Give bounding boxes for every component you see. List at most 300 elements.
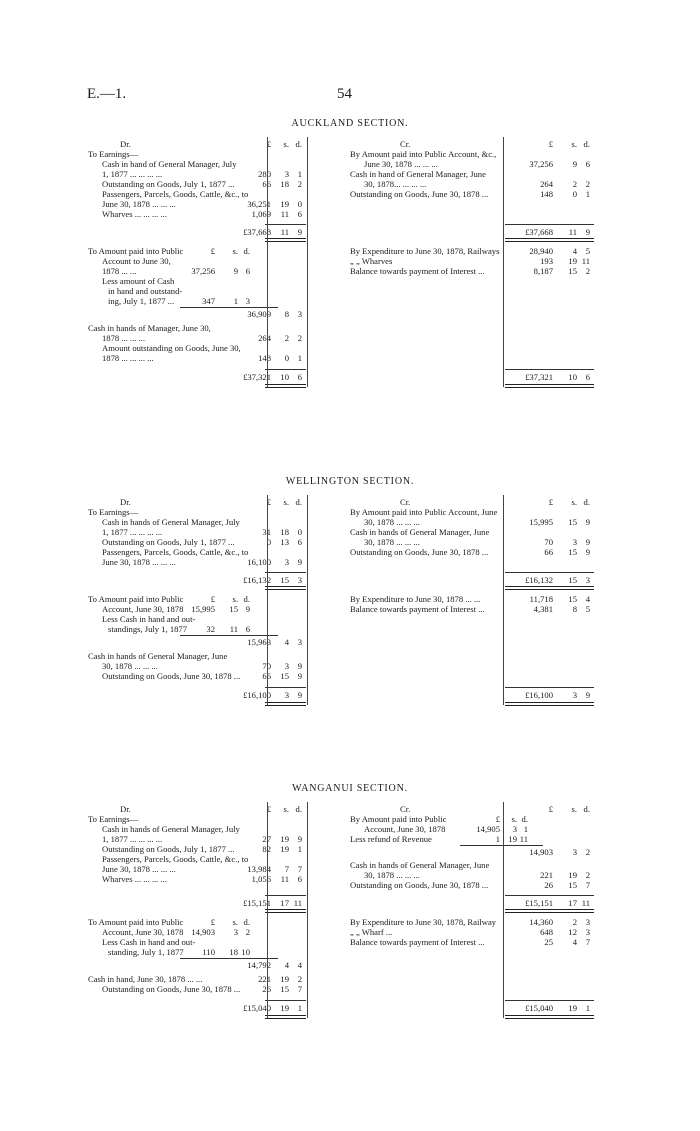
dr-currency-header-pounds: £ bbox=[266, 804, 271, 814]
dr-inner-amount-pounds: 14,903 bbox=[191, 927, 215, 937]
dr-less-amount-shillings: 1 bbox=[233, 296, 238, 306]
dr-entry-line: 1, 1877 ... ... ... ... bbox=[102, 834, 163, 844]
dr-bottom-total-shillings: 3 bbox=[284, 690, 289, 700]
dr-entry-amount-pounds: 1,056 bbox=[251, 874, 271, 884]
cr-entry-amount-pence: 2 bbox=[585, 179, 590, 189]
dr-currency-header-pounds: £ bbox=[266, 139, 271, 149]
cr-less-line: Less refund of Revenue bbox=[350, 834, 432, 844]
cr-heading: Cr. bbox=[400, 497, 411, 507]
cr-entry-amount-shillings: 19 bbox=[568, 256, 577, 266]
dr-paid-line: Account, June 30, 1878 bbox=[102, 927, 184, 937]
cr-entry-amount-pence: 2 bbox=[585, 870, 590, 880]
cr-entry-line: Outstanding on Goods, June 30, 1878 ... bbox=[350, 880, 489, 890]
dr-inner-header-shillings: s. bbox=[232, 917, 238, 927]
cr-bottom-total-pence: 6 bbox=[585, 372, 590, 382]
dr-entry-line: 1878 ... ... ... bbox=[102, 333, 145, 343]
dr-inner-amount-shillings: 9 bbox=[233, 266, 238, 276]
dr-entry-amount-pounds: 13,984 bbox=[247, 864, 271, 874]
cr-entry-amount-shillings: 8 bbox=[572, 604, 577, 614]
cr-currency-header-shillings: s. bbox=[571, 497, 577, 507]
dr-entry-amount-pence: 2 bbox=[297, 179, 302, 189]
dr-subtotal-rule bbox=[180, 307, 278, 308]
dr-entry-line: Outstanding on Goods, July 1, 1877 ... bbox=[102, 179, 235, 189]
dr-entry-line: Outstanding on Goods, July 1, 1877 ... bbox=[102, 844, 235, 854]
dr-bottom-total-pence: 1 bbox=[297, 1003, 302, 1013]
column-divider bbox=[503, 495, 504, 705]
dr-entry-line: Amount outstanding on Goods, June 30, bbox=[102, 343, 241, 353]
dr-total-rule bbox=[265, 369, 306, 370]
dr-total-rule bbox=[265, 895, 306, 896]
dr-less-amount-pence: 3 bbox=[245, 296, 250, 306]
cr-top-total-shillings: 11 bbox=[568, 227, 577, 237]
dr-net-amount-pounds: 14,792 bbox=[247, 960, 271, 970]
dr-entry-amount-pence: 9 bbox=[297, 557, 302, 567]
dr-entry-amount-pounds: 0 bbox=[266, 537, 271, 547]
cr-entry-amount-pence: 9 bbox=[585, 517, 590, 527]
cr-bottom-total-pence: 9 bbox=[585, 690, 590, 700]
cr-entry-amount-shillings: 9 bbox=[572, 159, 577, 169]
dr-entry-amount-pence: 9 bbox=[297, 834, 302, 844]
cr-entry-amount-pence: 5 bbox=[585, 604, 590, 614]
cr-currency-header-pence: d. bbox=[583, 497, 590, 507]
dr-entry-line: Passengers, Parcels, Goods, Cattle, &c., to bbox=[102, 547, 249, 557]
column-divider bbox=[503, 802, 504, 1018]
dr-entry-amount-shillings: 0 bbox=[284, 353, 289, 363]
dr-currency-header-shillings: s. bbox=[283, 804, 289, 814]
column-divider bbox=[267, 495, 268, 705]
cr-entry-amount-pence: 2 bbox=[585, 266, 590, 276]
cr-entry-amount-shillings: 15 bbox=[568, 517, 577, 527]
dr-inner-amount-pounds: 15,995 bbox=[191, 604, 215, 614]
dr-entry-amount-pence: 0 bbox=[297, 199, 302, 209]
cr-entry-line: June 30, 1878 ... ... ... bbox=[364, 159, 438, 169]
dr-top-total-pence: 11 bbox=[293, 898, 302, 908]
dr-heading: Dr. bbox=[120, 804, 131, 814]
dr-inner-header-pounds: £ bbox=[210, 594, 215, 604]
dr-inner-header-pence: d. bbox=[243, 594, 250, 604]
cr-entry-line: Cash in hand of General Manager, June bbox=[350, 169, 486, 179]
cr-less-amount-shillings: 19 bbox=[508, 834, 517, 844]
dr-entry-amount-shillings: 11 bbox=[280, 874, 289, 884]
cr-inner-amount-pounds: 14,905 bbox=[476, 824, 500, 834]
cr-entry-line: 30, 1878 ... ... ... bbox=[364, 517, 420, 527]
cr-total-rule bbox=[505, 1000, 594, 1001]
dr-entry-amount-pounds: 16,100 bbox=[247, 557, 271, 567]
dr-entry-line: Wharves ... ... ... ... bbox=[102, 209, 167, 219]
dr-entry-amount-shillings: 15 bbox=[280, 984, 289, 994]
cr-inner-amount-pence: 1 bbox=[523, 824, 528, 834]
dr-subtotal-rule bbox=[180, 635, 278, 636]
dr-currency-header-pence: d. bbox=[295, 804, 302, 814]
dr-entry-amount-shillings: 19 bbox=[280, 974, 289, 984]
cr-entry-line: By Amount paid into Public Account, &c., bbox=[350, 149, 497, 159]
cr-entry-line: 30, 1878 ... ... ... bbox=[364, 870, 420, 880]
cr-top-total-shillings: 17 bbox=[568, 898, 577, 908]
dr-inner-amount-pence: 9 bbox=[245, 604, 250, 614]
dr-entry-line: Wharves ... ... ... ... bbox=[102, 874, 167, 884]
dr-entry-amount-pence: 6 bbox=[297, 537, 302, 547]
cr-currency-header-pence: d. bbox=[583, 804, 590, 814]
dr-entry-amount-pence: 7 bbox=[297, 984, 302, 994]
dr-currency-header-pence: d. bbox=[295, 139, 302, 149]
column-divider bbox=[503, 137, 504, 387]
dr-entry-amount-pounds: 1,069 bbox=[251, 209, 271, 219]
dr-paid-line: To Amount paid into Public bbox=[88, 917, 184, 927]
dr-less-line: standing, July 1, 1877 bbox=[108, 947, 184, 957]
double-rule bbox=[265, 384, 306, 388]
cr-inner-amount-shillings: 3 bbox=[512, 824, 517, 834]
cr-total-rule bbox=[505, 572, 594, 573]
cr-bottom-total-pence: 1 bbox=[585, 1003, 590, 1013]
cr-top-total-pounds: £15,151 bbox=[525, 898, 553, 908]
dr-entry-line: Cash in hand of General Manager, July bbox=[102, 159, 237, 169]
cr-entry-amount-pounds: 11,718 bbox=[529, 594, 553, 604]
dr-entry-amount-pounds: 36,251 bbox=[247, 199, 271, 209]
cr-currency-header-pounds: £ bbox=[548, 139, 553, 149]
dr-entry-line: Cash in hand, June 30, 1878 ... ... bbox=[88, 974, 203, 984]
dr-bottom-total-pounds: £37,321 bbox=[243, 372, 271, 382]
cr-net-amount-pence: 2 bbox=[585, 847, 590, 857]
dr-entry-amount-pounds: 26 bbox=[262, 984, 271, 994]
dr-entry-amount-pounds: 82 bbox=[262, 844, 271, 854]
dr-paid-line: To Amount paid into Public bbox=[88, 594, 184, 604]
cr-entry-amount-pence: 7 bbox=[585, 880, 590, 890]
dr-top-total-pounds: £37,668 bbox=[243, 227, 271, 237]
dr-entry-amount-pounds: 264 bbox=[258, 333, 271, 343]
dr-entry-amount-pence: 7 bbox=[297, 864, 302, 874]
dr-entry-amount-shillings: 11 bbox=[280, 209, 289, 219]
dr-entry-amount-pounds: 148 bbox=[258, 353, 271, 363]
dr-entry-amount-shillings: 19 bbox=[280, 834, 289, 844]
dr-top-total-pounds: £16,132 bbox=[243, 575, 271, 585]
cr-entry-line: „ „ Wharves bbox=[350, 256, 393, 266]
cr-total-rule bbox=[505, 369, 594, 370]
dr-top-total-pence: 3 bbox=[297, 575, 302, 585]
cr-total-rule bbox=[505, 687, 594, 688]
dr-net-amount-shillings: 4 bbox=[284, 960, 289, 970]
dr-entry-line: June 30, 1878 ... ... ... bbox=[102, 864, 176, 874]
dr-inner-amount-shillings: 15 bbox=[229, 604, 238, 614]
dr-bottom-total-shillings: 10 bbox=[280, 372, 289, 382]
dr-inner-header-pence: d. bbox=[243, 246, 250, 256]
column-divider bbox=[307, 495, 308, 705]
dr-entry-amount-pounds: 66 bbox=[262, 671, 271, 681]
dr-entry-amount-shillings: 19 bbox=[280, 844, 289, 854]
dr-entry-amount-shillings: 7 bbox=[284, 864, 289, 874]
cr-entry-amount-pence: 6 bbox=[585, 159, 590, 169]
cr-entry-line: Outstanding on Goods, June 30, 1878 ... bbox=[350, 547, 489, 557]
dr-less-line: Less Cash in hand and out- bbox=[102, 614, 196, 624]
dr-net-amount-shillings: 8 bbox=[284, 309, 289, 319]
cr-top-total-pence: 11 bbox=[581, 898, 590, 908]
double-rule bbox=[265, 586, 306, 590]
dr-inner-amount-pence: 2 bbox=[245, 927, 250, 937]
dr-top-total-pence: 9 bbox=[297, 227, 302, 237]
dr-currency-header-shillings: s. bbox=[283, 139, 289, 149]
dr-inner-header-pounds: £ bbox=[210, 246, 215, 256]
dr-top-total-shillings: 17 bbox=[280, 898, 289, 908]
cr-total-rule bbox=[505, 895, 594, 896]
dr-less-amount-pence: 10 bbox=[241, 947, 250, 957]
dr-entry-line: June 30, 1878 ... ... ... bbox=[102, 557, 176, 567]
dr-entry-amount-shillings: 2 bbox=[284, 333, 289, 343]
dr-heading: Dr. bbox=[120, 139, 131, 149]
cr-entry-amount-pounds: 193 bbox=[540, 256, 553, 266]
dr-less-line: Less Cash in hand and out- bbox=[102, 937, 196, 947]
cr-entry-amount-pounds: 37,256 bbox=[529, 159, 553, 169]
double-rule bbox=[265, 702, 306, 706]
dr-subtotal-rule bbox=[180, 958, 278, 959]
column-divider bbox=[267, 137, 268, 387]
cr-top-total-pence: 3 bbox=[585, 575, 590, 585]
dr-total-rule bbox=[265, 224, 306, 225]
dr-net-amount-pounds: 36,909 bbox=[247, 309, 271, 319]
cr-top-total-pence: 9 bbox=[585, 227, 590, 237]
dr-paid-line: Account to June 30, bbox=[102, 256, 171, 266]
dr-bottom-total-pence: 9 bbox=[297, 690, 302, 700]
cr-bottom-total-pounds: £15,040 bbox=[525, 1003, 553, 1013]
dr-entry-amount-shillings: 3 bbox=[284, 661, 289, 671]
dr-net-amount-pounds: 15,963 bbox=[247, 637, 271, 647]
dr-top-total-shillings: 15 bbox=[280, 575, 289, 585]
cr-currency-header-pounds: £ bbox=[548, 497, 553, 507]
dr-entry-amount-pence: 6 bbox=[297, 209, 302, 219]
dr-inner-header-pounds: £ bbox=[210, 917, 215, 927]
dr-paid-line: Account, June 30, 1878 bbox=[102, 604, 184, 614]
cr-bottom-total-shillings: 3 bbox=[572, 690, 577, 700]
dr-inner-amount-pence: 6 bbox=[245, 266, 250, 276]
cr-entry-amount-shillings: 2 bbox=[572, 179, 577, 189]
double-rule bbox=[265, 909, 306, 913]
dr-entry-amount-pounds: 31 bbox=[262, 527, 271, 537]
double-rule bbox=[265, 238, 306, 242]
cr-entry-amount-shillings: 15 bbox=[568, 547, 577, 557]
cr-entry-amount-pounds: 26 bbox=[544, 880, 553, 890]
cr-heading: Cr. bbox=[400, 139, 411, 149]
cr-entry-line: Balance towards payment of Interest ... bbox=[350, 604, 485, 614]
section-title: WELLINGTON SECTION. bbox=[285, 476, 415, 487]
dr-entry-amount-pence: 1 bbox=[297, 353, 302, 363]
dr-entry-line: Cash in hands of Manager, June 30, bbox=[88, 323, 211, 333]
dr-entry-amount-shillings: 18 bbox=[280, 527, 289, 537]
dr-inner-amount-pounds: 37,256 bbox=[191, 266, 215, 276]
cr-entry-amount-pounds: 8,187 bbox=[533, 266, 553, 276]
dr-currency-header-shillings: s. bbox=[283, 497, 289, 507]
dr-less-amount-pence: 6 bbox=[245, 624, 250, 634]
dr-less-line: Less amount of Cash bbox=[102, 276, 175, 286]
dr-entry-line: To Earnings— bbox=[88, 507, 139, 517]
cr-entry-amount-shillings: 12 bbox=[568, 927, 577, 937]
cr-entry-amount-pounds: 25 bbox=[544, 937, 553, 947]
dr-less-amount-shillings: 11 bbox=[229, 624, 238, 634]
double-rule bbox=[505, 1015, 594, 1019]
cr-heading: Cr. bbox=[400, 804, 411, 814]
column-divider bbox=[307, 137, 308, 387]
dr-paid-line: To Amount paid into Public bbox=[88, 246, 184, 256]
cr-entry-amount-shillings: 3 bbox=[572, 537, 577, 547]
cr-entry-line: By Expenditure to June 30, 1878, Railway bbox=[350, 917, 497, 927]
cr-entry-amount-pounds: 15,995 bbox=[529, 517, 553, 527]
dr-net-amount-shillings: 4 bbox=[284, 637, 289, 647]
cr-top-total-pounds: £37,668 bbox=[525, 227, 553, 237]
cr-entry-amount-pence: 4 bbox=[585, 594, 590, 604]
dr-entry-line: 1, 1877 ... ... ... ... bbox=[102, 527, 163, 537]
dr-entry-line: 1878 ... ... ... ... bbox=[102, 353, 154, 363]
dr-less-amount-shillings: 18 bbox=[229, 947, 238, 957]
cr-entry-line: Cash in hands of General Manager, June bbox=[350, 527, 490, 537]
dr-entry-line: Cash in hands of General Manager, July bbox=[102, 824, 240, 834]
cr-currency-header-pence: d. bbox=[583, 139, 590, 149]
dr-entry-amount-pounds: 27 bbox=[262, 834, 271, 844]
dr-entry-line: Cash in hands of General Manager, June bbox=[88, 651, 228, 661]
dr-entry-line: To Earnings— bbox=[88, 814, 139, 824]
dr-inner-header-shillings: s. bbox=[232, 594, 238, 604]
cr-top-total-shillings: 15 bbox=[568, 575, 577, 585]
cr-entry-amount-shillings: 4 bbox=[572, 937, 577, 947]
dr-entry-line: 1, 1877 ... ... ... ... bbox=[102, 169, 163, 179]
cr-entry-amount-pounds: 70 bbox=[544, 537, 553, 547]
cr-bottom-total-shillings: 19 bbox=[568, 1003, 577, 1013]
dr-entry-line: 30, 1878 ... ... ... bbox=[102, 661, 158, 671]
cr-entry-amount-shillings: 4 bbox=[572, 246, 577, 256]
cr-net-amount-pounds: 14,903 bbox=[529, 847, 553, 857]
cr-entry-amount-pounds: 4,381 bbox=[533, 604, 553, 614]
dr-total-rule bbox=[265, 687, 306, 688]
cr-currency-header-pounds: £ bbox=[548, 804, 553, 814]
dr-entry-amount-pounds: 221 bbox=[258, 974, 271, 984]
dr-less-amount-pounds: 32 bbox=[206, 624, 215, 634]
cr-entry-amount-shillings: 15 bbox=[568, 594, 577, 604]
double-rule bbox=[505, 586, 594, 590]
cr-subtotal-rule bbox=[460, 845, 543, 846]
dr-heading: Dr. bbox=[120, 497, 131, 507]
cr-entry-line: „ „ Wharf ... bbox=[350, 927, 393, 937]
dr-entry-amount-pounds: 66 bbox=[262, 179, 271, 189]
cr-entry-amount-pence: 7 bbox=[585, 937, 590, 947]
double-rule bbox=[265, 1015, 306, 1019]
dr-less-line: standings, July 1, 1877 bbox=[108, 624, 188, 634]
section-title: AUCKLAND SECTION. bbox=[291, 118, 409, 129]
cr-entry-amount-pence: 9 bbox=[585, 547, 590, 557]
dr-less-amount-pounds: 110 bbox=[202, 947, 215, 957]
dr-less-amount-pounds: 347 bbox=[202, 296, 215, 306]
dr-entry-line: Cash in hands of General Manager, July bbox=[102, 517, 240, 527]
dr-currency-header-pounds: £ bbox=[266, 497, 271, 507]
dr-net-amount-pence: 3 bbox=[297, 637, 302, 647]
dr-entry-amount-pence: 0 bbox=[297, 527, 302, 537]
cr-entry-amount-pence: 9 bbox=[585, 537, 590, 547]
cr-bottom-total-pounds: £37,321 bbox=[525, 372, 553, 382]
dr-inner-header-pence: d. bbox=[243, 917, 250, 927]
dr-entry-amount-pence: 1 bbox=[297, 844, 302, 854]
dr-less-line: in hand and outstand- bbox=[108, 286, 183, 296]
dr-entry-amount-shillings: 13 bbox=[280, 537, 289, 547]
dr-entry-amount-pounds: 280 bbox=[258, 169, 271, 179]
dr-bottom-total-pounds: £16,100 bbox=[243, 690, 271, 700]
section-title: WANGANUI SECTION. bbox=[292, 783, 408, 794]
dr-entry-amount-shillings: 19 bbox=[280, 199, 289, 209]
dr-entry-line: To Earnings— bbox=[88, 149, 139, 159]
parliamentary-paper-reference: E.—1. bbox=[87, 86, 127, 102]
dr-entry-amount-pence: 1 bbox=[297, 169, 302, 179]
double-rule bbox=[505, 238, 594, 242]
cr-less-amount-pence: 11 bbox=[519, 834, 528, 844]
cr-bottom-total-shillings: 10 bbox=[568, 372, 577, 382]
cr-entry-amount-pounds: 28,940 bbox=[529, 246, 553, 256]
cr-entry-line: By Expenditure to June 30, 1878 ... ... bbox=[350, 594, 481, 604]
cr-entry-line: Cash in hands of General Manager, June bbox=[350, 860, 490, 870]
dr-entry-amount-shillings: 18 bbox=[280, 179, 289, 189]
double-rule bbox=[505, 384, 594, 388]
column-divider bbox=[307, 802, 308, 1018]
dr-entry-line: June 30, 1878 ... ... ... bbox=[102, 199, 176, 209]
dr-entry-line: Outstanding on Goods, June 30, 1878 ... bbox=[102, 671, 241, 681]
dr-entry-amount-pence: 2 bbox=[297, 333, 302, 343]
dr-top-total-shillings: 11 bbox=[280, 227, 289, 237]
cr-currency-header-shillings: s. bbox=[571, 804, 577, 814]
dr-less-line: ing, July 1, 1877 ... bbox=[108, 296, 175, 306]
dr-net-amount-pence: 4 bbox=[297, 960, 302, 970]
dr-entry-amount-shillings: 15 bbox=[280, 671, 289, 681]
cr-entry-amount-shillings: 19 bbox=[568, 870, 577, 880]
cr-entry-line: Balance towards payment of Interest ... bbox=[350, 937, 485, 947]
cr-entry-line: 30, 1878... ... ... ... bbox=[364, 179, 427, 189]
cr-inner-header-shillings: s. bbox=[511, 814, 517, 824]
cr-entry-amount-pounds: 648 bbox=[540, 927, 553, 937]
dr-paid-line: 1878 ... ... bbox=[102, 266, 137, 276]
cr-entry-amount-pounds: 264 bbox=[540, 179, 553, 189]
dr-inner-header-shillings: s. bbox=[232, 246, 238, 256]
dr-inner-amount-shillings: 3 bbox=[233, 927, 238, 937]
dr-entry-amount-shillings: 3 bbox=[284, 557, 289, 567]
cr-entry-line: By Expenditure to June 30, 1878, Railways bbox=[350, 246, 500, 256]
dr-entry-line: Passengers, Parcels, Goods, Cattle, &c., to bbox=[102, 189, 249, 199]
cr-entry-amount-shillings: 15 bbox=[568, 880, 577, 890]
dr-entry-amount-shillings: 3 bbox=[284, 169, 289, 179]
cr-paid-line: Account, June 30, 1878 bbox=[364, 824, 446, 834]
dr-total-rule bbox=[265, 1000, 306, 1001]
dr-entry-amount-pounds: 70 bbox=[262, 661, 271, 671]
dr-entry-amount-pence: 6 bbox=[297, 874, 302, 884]
cr-top-total-pounds: £16,132 bbox=[525, 575, 553, 585]
cr-entry-amount-pounds: 14,360 bbox=[529, 917, 553, 927]
cr-entry-amount-shillings: 2 bbox=[572, 917, 577, 927]
dr-total-rule bbox=[265, 572, 306, 573]
cr-inner-header-pounds: £ bbox=[495, 814, 500, 824]
cr-entry-amount-shillings: 15 bbox=[568, 266, 577, 276]
cr-entry-amount-pence: 5 bbox=[585, 246, 590, 256]
dr-bottom-total-pence: 6 bbox=[297, 372, 302, 382]
cr-net-amount-shillings: 3 bbox=[572, 847, 577, 857]
dr-bottom-total-shillings: 19 bbox=[280, 1003, 289, 1013]
dr-bottom-total-pounds: £15,040 bbox=[243, 1003, 271, 1013]
dr-entry-amount-pence: 2 bbox=[297, 974, 302, 984]
double-rule bbox=[505, 702, 594, 706]
dr-entry-line: Outstanding on Goods, July 1, 1877 ... bbox=[102, 537, 235, 547]
cr-inner-header-pence: d. bbox=[521, 814, 528, 824]
cr-entry-amount-pence: 3 bbox=[585, 917, 590, 927]
dr-currency-header-pence: d. bbox=[295, 497, 302, 507]
double-rule bbox=[505, 909, 594, 913]
cr-total-rule bbox=[505, 224, 594, 225]
dr-entry-line: Outstanding on Goods, June 30, 1878 ... bbox=[102, 984, 241, 994]
cr-paid-line: By Amount paid into Public bbox=[350, 814, 447, 824]
cr-entry-amount-pence: 3 bbox=[585, 927, 590, 937]
cr-entry-line: By Amount paid into Public Account, June bbox=[350, 507, 498, 517]
cr-currency-header-shillings: s. bbox=[571, 139, 577, 149]
cr-entry-line: Outstanding on Goods, June 30, 1878 ... bbox=[350, 189, 489, 199]
dr-top-total-pounds: £15,151 bbox=[243, 898, 271, 908]
